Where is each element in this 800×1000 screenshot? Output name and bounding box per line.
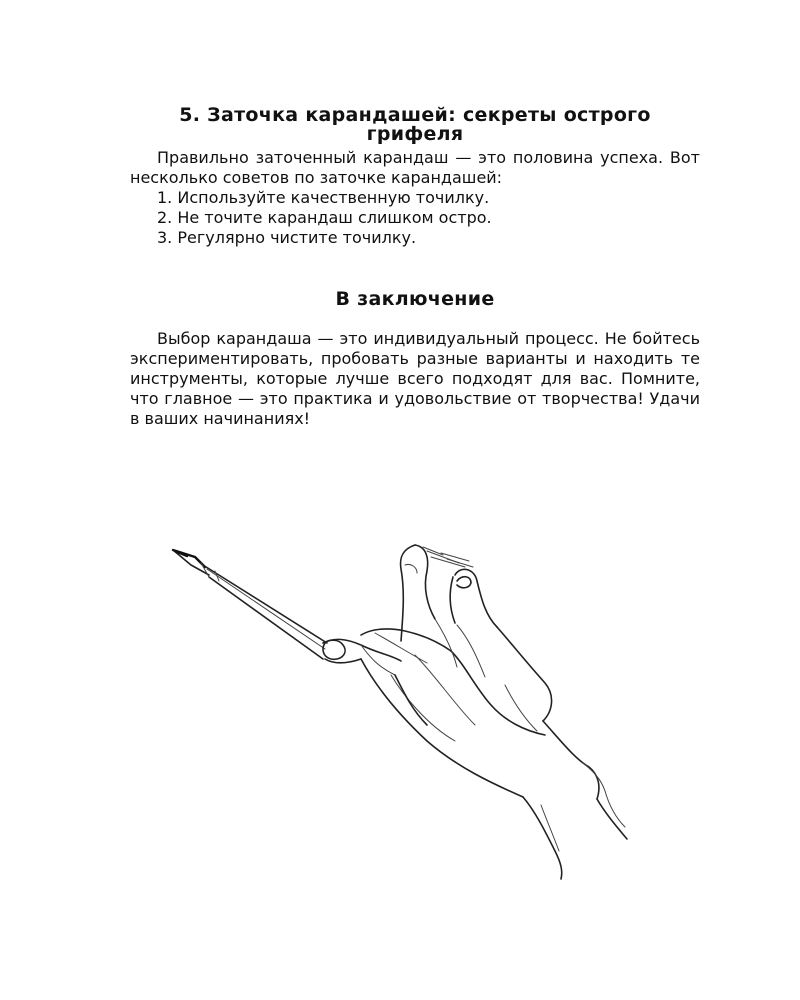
index-finger-drawing: [323, 639, 401, 675]
section-heading: 5. Заточка карандашей: секреты острого грифеля: [179, 104, 651, 145]
tip-item: 2. Не точите карандаш слишком остро.: [157, 208, 492, 227]
tips-list: [130, 188, 700, 248]
hand-holding-pencil-illustration: [165, 535, 645, 885]
middle-finger-drawing: [361, 629, 451, 663]
tip-item: 1. Используйте качественную точилку.: [157, 188, 490, 207]
section-heading: В заключение: [335, 288, 495, 310]
hand-palm-drawing: [361, 619, 552, 797]
section-conclusion: [130, 290, 700, 429]
pencil-drawing: [173, 550, 327, 659]
conclusion-paragraph: Выбор карандаша — это индивидуальный процесс. Не бойтесь экспериментировать, пробовать разные варианты и находить те инструменты, которые лучше всего подходят для вас. Помните, что главное — это практика и удовольствие от творчества! Удачи в ваших начинаниях!: [130, 329, 700, 428]
hand-pencil-sketch-icon: [165, 535, 645, 885]
wrist-drawing: [523, 721, 627, 879]
section-intro-paragraph: Правильно заточенный карандаш — это половина успеха. Вот несколько советов по заточке карандашей:: [130, 148, 700, 187]
tip-item: 3. Регулярно чистите точилку.: [157, 228, 417, 247]
raised-fingers-drawing: [401, 545, 497, 641]
section-sharpening: [130, 106, 700, 248]
